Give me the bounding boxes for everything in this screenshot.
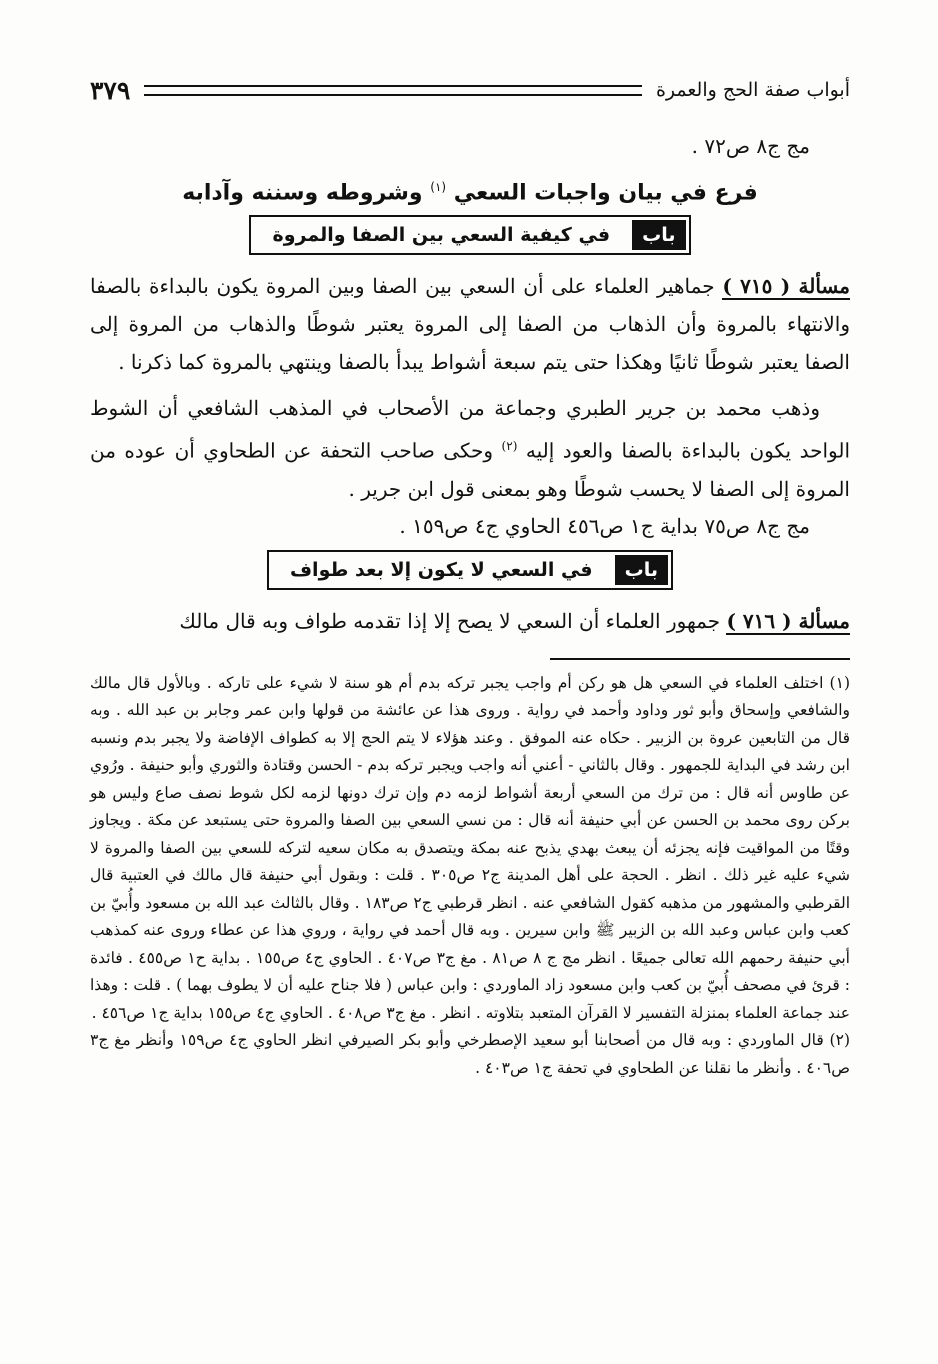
page-number: ٣٧٩ [90, 75, 131, 105]
section-heading-text-rest: وشروطه وسننه وآدابه [182, 180, 423, 206]
section-heading [90, 180, 850, 205]
reference-line: مج ج٨ ص٧٥ بداية ج١ ص٤٥٦ الحاوي ج٤ ص١٥٩ . [399, 513, 810, 538]
paragraph-tabari [90, 389, 850, 508]
issue-716-paragraph [90, 602, 850, 640]
running-header [90, 72, 850, 108]
running-title: أبواب صفة الحج والعمرة [655, 79, 850, 101]
chapter-box-1 [249, 215, 690, 255]
section-heading-text: فرع في بيان واجبات السعي [453, 180, 758, 206]
chapter-title: في كيفية السعي بين الصفا والمروة [272, 224, 611, 247]
chapter-box-2 [267, 550, 673, 590]
paragraph-text: وذهب محمد بن جرير الطبري وجماعة من الأصحاب في المذهب الشافعي أن الشوط الواحد يكون بالبداءة بالصفا والعود إليه [90, 396, 850, 463]
footnote-mark-2: (٢) [501, 439, 518, 454]
chapter-box-1-wrap [90, 215, 850, 255]
footnote-mark-1: (١) [430, 180, 447, 194]
issue-text: جماهير العلماء على أن السعي بين الصفا وبين المروة يكون بالبداءة بالصفا والانتهاء بالمروة وأن الذهاب من الصفا إلى المروة يعتبر شوطًا والذهاب من المروة إلى الصفا يعتبر شوطًا ثانيًا وهكذا حتى يتم سبعة أشواط يبدأ بالصفا وينتهي بالمروة كما ذكرنا . [90, 274, 851, 375]
issue-label: مسألة ( ٧١٥ ) [722, 274, 850, 299]
chapter-box-2-wrap [90, 550, 850, 590]
footnote-2: (٢) قال الماوردي : وبه قال من أصحابنا أبو سعيد الإصطرخي وأبو بكر الصيرفي انظر الحاوي ج٤ ص١٥٩ وأنظر مغ ج٣ ص٤٠٦ . وأنظر ما نقلنا عن الطحاوي في تحفة ج١ ص٤٠٣ . [90, 1031, 850, 1077]
footnote-1: (١) اختلف العلماء في السعي هل هو ركن أم واجب يجبر تركه بدم أم هو سنة لا شيء على تاركه . وبالأول قال مالك والشافعي وإسحاق وأبو ثور وداود وأحمد في رواية . وروى هذا عن عائشة من قولها وابن عمر وجابر بن عبد الله . وبه قال من التابعين عروة بن الزبير . حكاه عنه الموفق . وعند هؤلاء لا يتم الحج إلا به كطواف الإفاضة ولا يجبر بدم ونسبه ابن رشد في البداية للجمهور . وقال بالثاني - أعني أنه واجب ويجبر تركه بدم - الحسن وقتادة والثوري وأبو حنيفة . ورُوي عن طاوس أنه قال : من ترك من السعي أربعة أشواط لزمه دم وإن ترك دونها لزمه لكل شوط نصف صاع وليس هو بركن روى محمد بن الحسن عن أبي حنيفة أنه قال : من نسي السعي بين الصفا والمروة حتى يستبعد عن مكة . ويجاوز وقتًا من المواقيت فإنه يجزئه أن يبعث بهدي يذبح عنه بمكة ويتصدق به مكان سعيه لتركه للسعي بين الصفا والمروة لا شيء عليه غير ذلك . انظر . الحجة على أهل المدينة ج٢ ص٣٠٥ . قلت : وبقول أبي حنيفة قال مالك في العتبية قال القرطبي والمشهور من مذهبه كقول الشافعي عنه . انظر قرطبي ج٢ ص١٨٣ . وقال بالثالث عبد الله بن مسعود وأُبيّ بن كعب وابن عباس وعبد الله بن الزبير ﷺ وابن سيرين . وبه قال أحمد في رواية ، وروي هذا عن عطاء وروى عنه كمذهب أبي حنيفة رحمهم الله تعالى جميعًا . انظر مج ج ٨ ص٨١ . مغ ج٣ ص٤٠٧ . الحاوي ج٤ ص١٥٥ . بداية ح١ ص٤٥٥ . فائدة : قرئ في مصحف أُبيّ بن كعب وابن مسعود زاد الماوردي : وابن عباس ( فلا جناح عليه أن لا يطوف بهما ) . قلت : وهذا عند جماعة العلماء بمنزلة التفسير لا القرآن المتعبد بتلاوته . انظر . مغ ج٣ ص٤٠٨ . الحاوي ج٤ ص١٥٥ بداية ج١ ص٤٥٦ . [90, 673, 851, 1022]
footnotes [90, 670, 850, 1083]
footnote-separator [550, 658, 850, 660]
issue-text: جمهور العلماء أن السعي لا يصح إلا إذا تقدمه طواف وبه قال مالك [179, 608, 721, 633]
chapter-tag: باب [615, 555, 668, 585]
page [90, 72, 850, 1082]
header-rule [144, 85, 642, 96]
paragraph-text-rest: وحكى صاحب التحفة عن الطحاوي أن عوده من المروة إلى الصفا لا يحسب شوطًا وهو بمعنى قول ابن جرير . [90, 438, 850, 501]
issue-label: مسألة ( ٧١٦ ) [726, 608, 850, 633]
chapter-title: في السعي لا يكون إلا بعد طواف [289, 558, 593, 581]
top-reference: مج ج٨ ص٧٢ . [691, 134, 810, 158]
chapter-tag: باب [632, 220, 685, 250]
issue-715-paragraph [90, 267, 850, 381]
